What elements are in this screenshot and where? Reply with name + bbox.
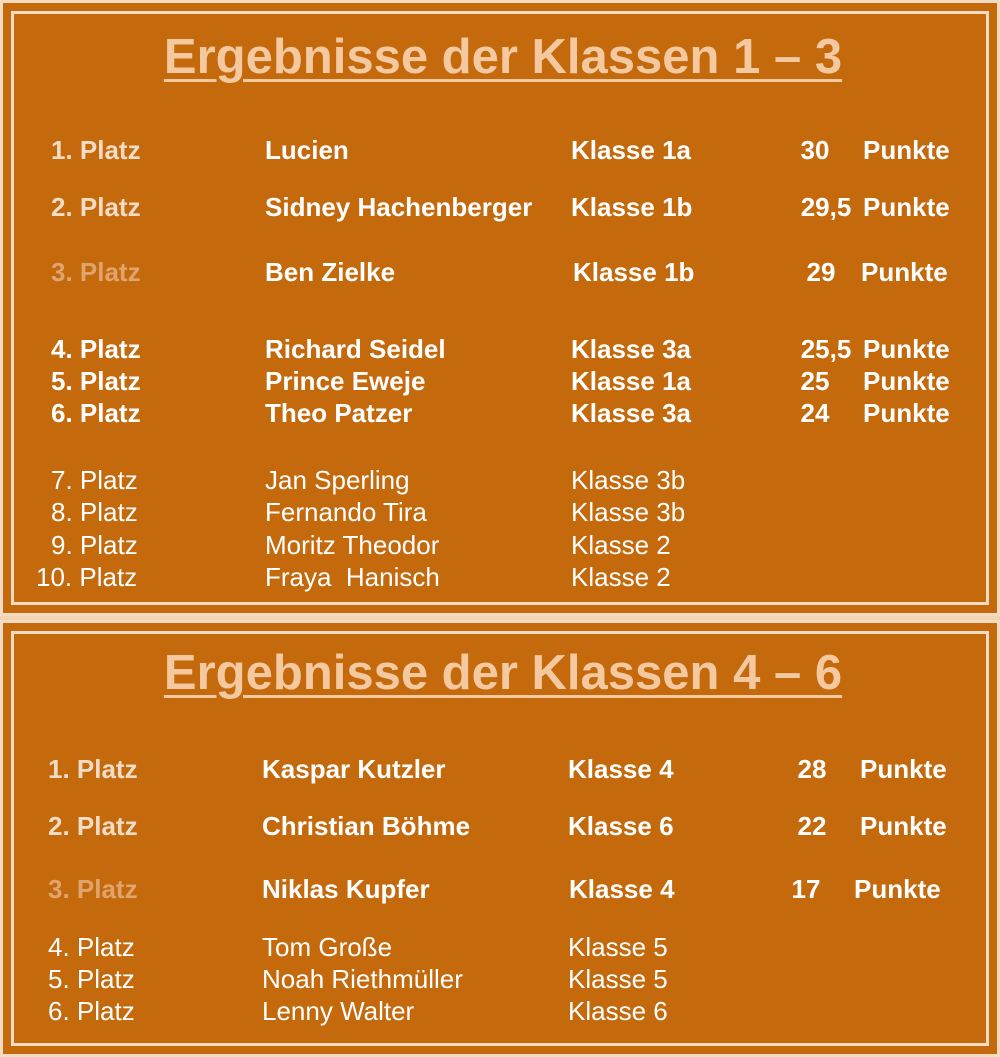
points-value: 17 xyxy=(791,874,821,904)
participant-name: Noah Riethmüller xyxy=(262,964,463,994)
place-label: 5. Platz xyxy=(48,964,135,994)
class-label: Klasse 4 xyxy=(569,874,675,904)
points-unit: Punkte xyxy=(861,257,948,287)
participant-name: Fraya Hanisch xyxy=(265,562,440,592)
place-label: 1. Platz xyxy=(48,754,138,784)
points-unit: Punkte xyxy=(863,135,950,165)
points-unit: Punkte xyxy=(863,334,950,364)
participant-name: Lenny Walter xyxy=(262,996,415,1026)
class-label: Klasse 3a xyxy=(571,398,691,428)
place-label: 6. Platz xyxy=(48,996,135,1026)
points-value: 24 xyxy=(800,398,830,428)
class-label: Klasse 3b xyxy=(571,497,686,527)
participant-name: Richard Seidel xyxy=(265,334,446,364)
points-unit: Punkte xyxy=(860,811,947,841)
class-label: Klasse 1b xyxy=(571,192,693,222)
place-label: 8. Platz xyxy=(51,497,138,527)
place-label: 1. Platz xyxy=(51,135,141,165)
place-label: 9. Platz xyxy=(51,530,138,560)
participant-name: Ben Zielke xyxy=(265,257,396,287)
participant-name: Jan Sperling xyxy=(265,465,410,495)
participant-name: Fernando Tira xyxy=(265,497,427,527)
points-value: 30 xyxy=(800,135,830,165)
panel-inner-frame xyxy=(11,11,989,605)
place-label: 4. Platz xyxy=(48,932,135,962)
place-label: 2. Platz xyxy=(48,811,138,841)
place-label: 5. Platz xyxy=(51,366,141,396)
class-label: Klasse 1b xyxy=(573,257,695,287)
points-unit: Punkte xyxy=(860,754,947,784)
class-label: Klasse 1a xyxy=(571,366,691,396)
section-title: Ergebnisse der Klassen 4 – 6 xyxy=(163,646,843,700)
points-value: 29,5 xyxy=(800,192,852,222)
participant-name: Christian Böhme xyxy=(262,811,471,841)
points-unit: Punkte xyxy=(863,398,950,428)
participant-name: Tom Große xyxy=(262,932,393,962)
place-label: 10. Platz xyxy=(36,562,138,592)
class-label: Klasse 1a xyxy=(571,135,691,165)
points-value: 25,5 xyxy=(800,334,852,364)
points-value: 22 xyxy=(797,811,827,841)
results-panel-classes-4-6 xyxy=(0,620,1000,1057)
participant-name: Theo Patzer xyxy=(265,398,413,428)
class-label: Klasse 2 xyxy=(571,530,671,560)
place-label: 3. Platz xyxy=(51,257,141,287)
class-label: Klasse 3b xyxy=(571,465,686,495)
class-label: Klasse 5 xyxy=(568,932,668,962)
participant-name: Niklas Kupfer xyxy=(262,874,430,904)
class-label: Klasse 5 xyxy=(568,964,668,994)
class-label: Klasse 6 xyxy=(568,996,668,1026)
class-label: Klasse 4 xyxy=(568,754,674,784)
participant-name: Prince Eweje xyxy=(265,366,426,396)
points-unit: Punkte xyxy=(854,874,941,904)
place-label: 4. Platz xyxy=(51,334,141,364)
participant-name: Sidney Hachenberger xyxy=(265,192,533,222)
section-title: Ergebnisse der Klassen 1 – 3 xyxy=(163,30,843,84)
participant-name: Lucien xyxy=(265,135,349,165)
place-label: 2. Platz xyxy=(51,192,141,222)
place-label: 7. Platz xyxy=(51,465,138,495)
class-label: Klasse 3a xyxy=(571,334,691,364)
class-label: Klasse 6 xyxy=(568,811,674,841)
points-unit: Punkte xyxy=(863,366,950,396)
participant-name: Kaspar Kutzler xyxy=(262,754,446,784)
place-label: 3. Platz xyxy=(48,874,138,904)
points-value: 29 xyxy=(806,257,836,287)
participant-name: Moritz Theodor xyxy=(265,530,440,560)
class-label: Klasse 2 xyxy=(571,562,671,592)
points-value: 25 xyxy=(800,366,830,396)
place-label: 6. Platz xyxy=(51,398,141,428)
points-unit: Punkte xyxy=(863,192,950,222)
points-value: 28 xyxy=(797,754,827,784)
